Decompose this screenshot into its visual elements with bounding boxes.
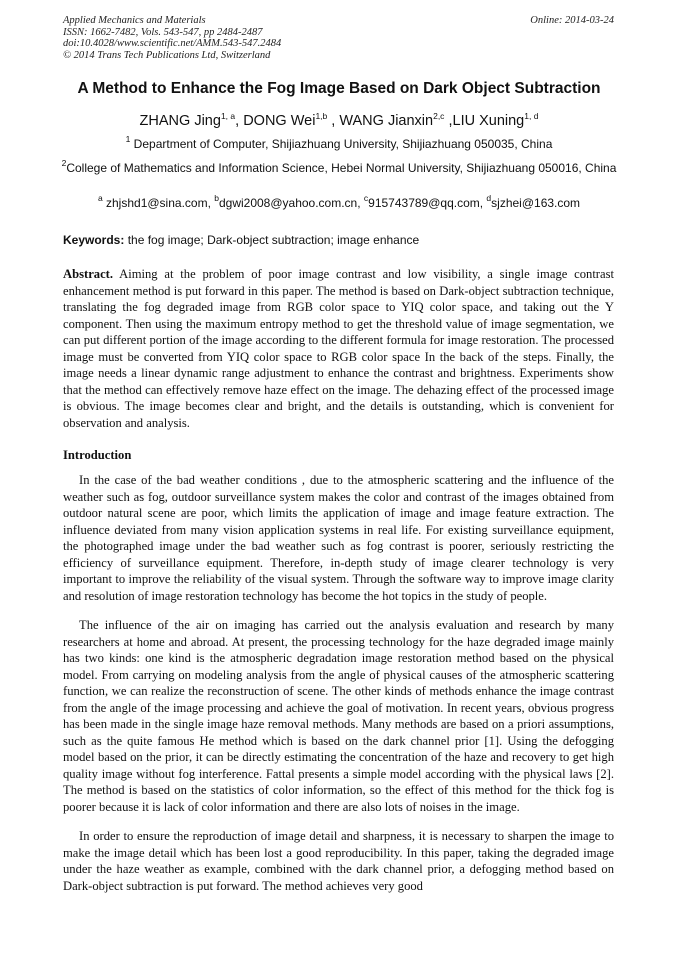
affiliation-1 (60, 134, 618, 152)
email-list (0, 193, 678, 210)
email-address: dgwi2008@yahoo.com.cn, (218, 196, 364, 210)
paragraph: In order to ensure the reproduction of image detail and sharpness, it is necessary to sharpen the image to make the image detail which has been lost a good reproducibility. In this paper, taking the degraded image under the haze weather as example, combined with the dark channel prior, a defogging method based on Dark-object subtraction is put forward. The method achieves very good (63, 829, 614, 893)
affiliation-text: College of Mathematics and Information Science, Hebei Normal University, Shijiazhuang 050016, China (66, 161, 617, 175)
author-name: ZHANG Jing (139, 113, 221, 129)
author-separator: , (327, 113, 340, 129)
email-address: sjzhei@163.com (491, 196, 581, 210)
author-name: LIU Xuning (452, 113, 525, 129)
author-separator: , (235, 113, 244, 129)
keywords (63, 233, 419, 247)
author-name: DONG Wei (243, 113, 316, 129)
journal-copyright: © 2014 Trans Tech Publications Ltd, Switzerland (63, 49, 271, 61)
affiliation-text: Department of Computer, Shijiazhuang University, Shijiazhuang 050035, China (130, 137, 553, 151)
email-address: zhjshd1@sina.com, (102, 196, 215, 210)
paragraph: The influence of the air on imaging has carried out the analysis evaluation and research by many researchers at home and abroad. At present, the processing technology for the haze degraded image mainly has two kinds: one kind is the atmospheric degradation image restoration method based on the physical model. From carrying on modeling analysis from the angle of physical causes of the atmospheric scattering function, we can realize the reconstruction of scene. The other kinds of methods enhance the image contrast from the angle of the image processing and achieve the goal of motivation. In recent years, obvious progress has been made in the single image haze removal methods. Many methods are based on a priori assumptions, such as the quite famous He method which is based on the dark channel prior [1]. Using the defogging model based on the prior, it can be directly estimating the concentration of the haze and recovery to get high quality image without fog interference. Fattal presents a simple model according with the physical laws [2]. The method is based on the statistics of color information, so the effect of this method for the thick fog is poorer because it is lack of color information and there are also lots of noises in the image. (63, 618, 614, 815)
paragraph: In the case of the bad weather conditions , due to the atmospheric scattering and the influence of the weather such as fog, outdoor surveillance system makes the color and contrast of the images obtained from outdoor natural scene are poor, which limits the application of image and image feature extraction. The influence deviated from many vision application systems in real life. For existing surveillance equipment, the photographed image under the bad weather such as fog contrast is poorer, seriously restricting the efficiency of surveillance equipment. Therefore, in-depth study of image clearer technology is very important to improve the reliability of the visual system. Through the software way to improve image clarity and resolution of image restoration technology has become the hot topics in the study of people. (63, 473, 614, 603)
email-mark: c (363, 193, 369, 203)
author-affiliation-mark: 1,b (315, 111, 328, 121)
keywords-label: Keywords: (63, 233, 125, 247)
author-separator: , (444, 113, 453, 129)
author-affiliation-mark: 2,c (433, 111, 445, 121)
affiliation-2 (60, 158, 618, 176)
abstract-text: Aiming at the problem of poor image contrast and low visibility, a single image contrast enhancement method is put forward in this paper. The method is based on Dark-object subtraction technique, translating the fog degraded image from RGB color space to YIQ color space, and taking out the Y component. Then using the maximum entropy method to get the threshold value of image segmentation, we can put different portion of the image according to the different formula for image restoration. The processed image must be converted from YIQ color space to RGB color space In the back of the steps. Finally, the image needs a linear dynamic range adjustment to enhance the contrast and brightness. Experiments show that the method can effectively remove haze effect on the image. The dehazing effect of the processed image is obvious. The image becomes clear and bright, and the details is outstanding, which is convenient for observation and analysis. (63, 267, 614, 430)
journal-header (63, 15, 281, 61)
keywords-text: the fog image; Dark-object subtraction; image enhance (124, 233, 420, 247)
email-mark: a (97, 193, 103, 203)
author-name: WANG Jianxin (339, 113, 434, 129)
author-affiliation-mark: 1, a (220, 111, 236, 121)
email-address: 915743789@qq.com, (368, 196, 487, 210)
email-mark: d (486, 193, 492, 203)
journal-name: Applied Mechanics and Materials (63, 15, 206, 26)
journal-doi: doi:10.4028/www.scientific.net/AMM.543-547.2484 (63, 38, 282, 49)
section-heading: Introduction (63, 448, 132, 462)
paper-title: A Method to Enhance the Fog Image Based on Dark Object Subtraction (77, 80, 601, 97)
abstract-label: Abstract. (63, 267, 114, 281)
author-affiliation-mark: 1, d (524, 111, 539, 121)
affiliation-mark: 1 (125, 134, 131, 144)
affiliation-mark: 2 (61, 158, 67, 168)
journal-issn: ISSN: 1662-7482, Vols. 543-547, pp 2484-2487 (63, 26, 263, 38)
abstract (63, 266, 614, 431)
email-mark: b (214, 193, 219, 203)
online-date: Online: 2014-03-24 (530, 15, 614, 26)
author-list (0, 113, 678, 129)
